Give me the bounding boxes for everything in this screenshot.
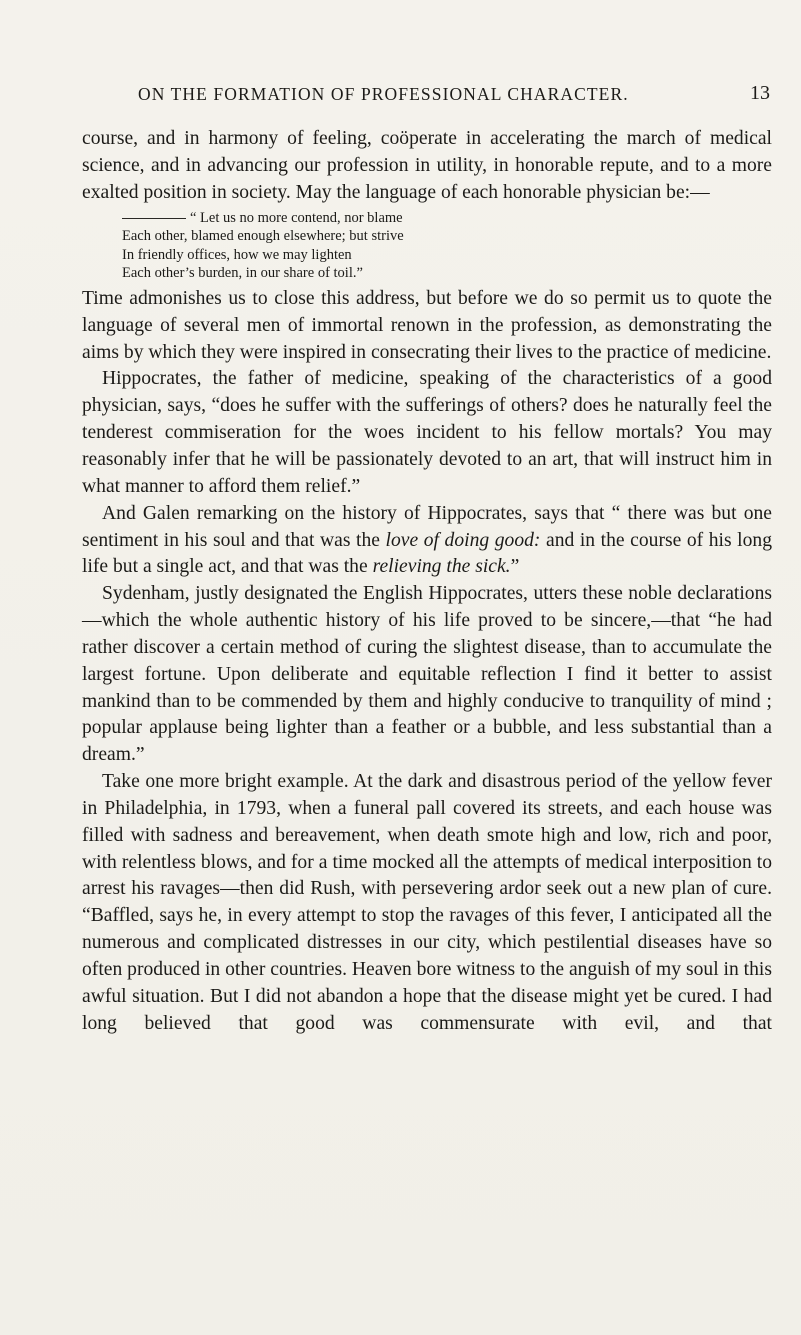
page-body [82,126,772,1038]
running-head: ON THE FORMATION OF PROFESSIONAL CHARACTER. [138,84,629,104]
verse-line: Each other, blamed enough elsewhere; but strive [122,228,404,245]
paragraph: Time admonishes us to close this address, but before we do so permit us to quote the language of several men of immortal renown in the profession, as demonstrating the aims by which they were inspired in consecrating their lives to the practice of medicine. [82,287,772,363]
page-header [138,84,778,114]
page-number: 13 [750,82,770,104]
verse-quotation [122,209,772,283]
paragraph: Hippocrates, the father of medicine, speaking of the characteristics of a good physician, says, “does he suffer with the sufferings of others? does he naturally feel the tenderest commiseration for the woes incident to his fellow mortals? You may reasonably infer that he will be passionately devoted to an art, that will instruct him in what manner to afford them relief.” [82,368,772,497]
verse-line: Each other’s burden, in our share of toil.” [122,265,363,282]
paragraph: Sydenham, justly designated the English Hippocrates, utters these noble declarations—which the whole authentic history of his life proved to be sincere,—that “he had rather discover a certain method of curing the slightest disease, than to accumulate the largest fortune. Upon deliberate and equitable reflection I find it better to assist mankind than to be commended by them and highly conducive to tranquility of mind ; popular applause being lighter than a feather or a bubble, and less substantial than a dream.” [82,583,772,766]
paragraph-continuation: course, and in harmony of feeling, coöperate in accelerating the march of medical science, and in advancing our profession in utility, in honorable repute, and to a more exalted position in society. May the language of each honorable physician be:— [82,128,772,203]
italic-phrase: relieving the sick. [372,556,511,578]
paragraph: And Galen remarking on the history of Hippocrates, says that “ there was but one sentiment in his soul and that was the love of doing good: and in the course of his long life but a single act, and that was the relieving the sick.” [82,502,772,578]
verse-line: In friendly offices, how we may lighten [122,246,352,263]
verse-dash [122,218,186,219]
verse-line: “ Let us no more contend, nor blame [122,209,772,228]
paragraph: Take one more bright example. At the dark and disastrous period of the yellow fever in Philadelphia, in 1793, when a funeral pall covered its streets, and each house was filled with sadness and bereavement, when death smote high and low, rich and poor, with relentless blows, and for a time mocked all the attempts of medical interposition to arrest his ravages—then did Rush, with persevering ardor seek out a new plan of cure. “Baffled, says he, in every attempt to stop the ravages of this fever, I anticipated all the numerous and complicated distresses in our city, which pestilential diseases have so often produced in other countries. Heaven bore witness to the anguish of my soul in this awful situation. But I did not abandon a hope that the disease might yet be cured. I had long believed that good was commensurate with evil, and that [82,771,772,1034]
italic-phrase: love of doing good: [385,529,541,551]
